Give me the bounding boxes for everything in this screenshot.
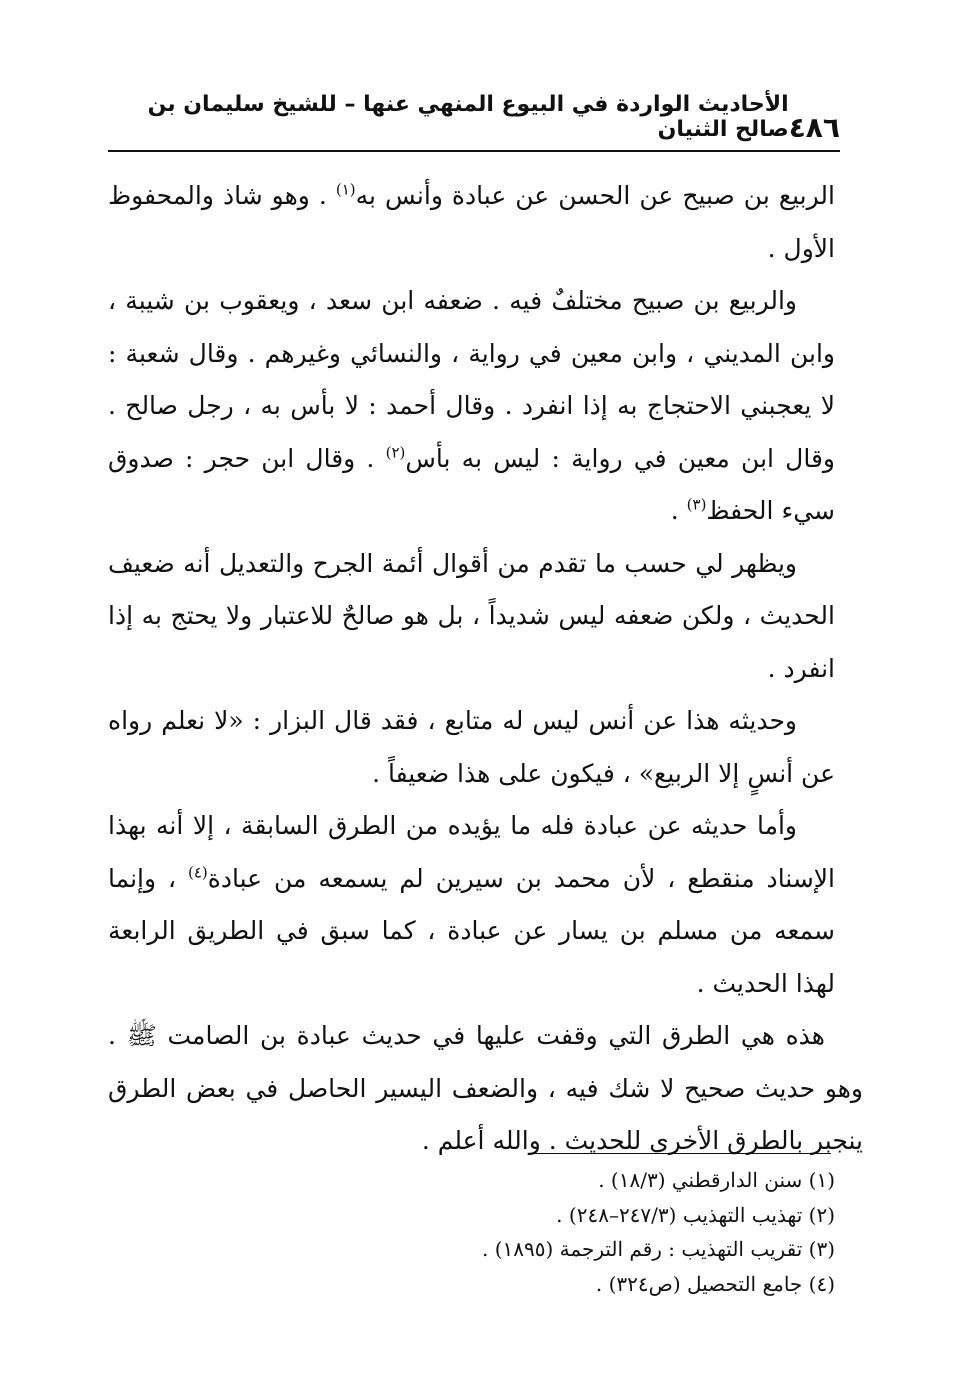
paragraph-5-text-a: وأما حديثه عن عبادة فله ما يؤيده من الطرق السابقة ، إلا أنه بهذا الإسناد منقطع ، لأن محمد بن سيرين لم يسمعه من عبادة bbox=[108, 811, 836, 893]
paragraph-1-text-a: الربيع بن صبيح عن الحسن عن عبادة وأنس به bbox=[355, 181, 835, 210]
footnote-1: (١) سنن الدارقطني (١٨/٣) . bbox=[598, 1168, 835, 1192]
footnote-3: (٣) تقريب التهذيب : رقم الترجمة (١٨٩٥) . bbox=[482, 1237, 835, 1261]
paragraph-1 bbox=[108, 170, 835, 275]
footnote-ref-2: (٢) bbox=[385, 443, 406, 462]
footnote-2: (٢) تهذيب التهذيب (٢٤٧/٣–٢٤٨) . bbox=[556, 1202, 835, 1227]
footnote-separator bbox=[531, 1153, 831, 1154]
paragraph-3: ويظهر لي حسب ما تقدم من أقوال أئمة الجرح والتعديل أنه ضعيف الحديث ، ولكن ضعفه ليس شديداً ، بل هو صالحٌ للاعتبار ولا يحتج به إذا انفرد . bbox=[108, 548, 835, 683]
paragraph-2-text-c: . bbox=[670, 496, 687, 525]
paragraph-2 bbox=[108, 275, 835, 538]
paragraph-2-text-b: . وقال ابن حجر : صدوق سيء الحفظ bbox=[108, 443, 835, 525]
footnote-4: (٤) جامع التحصيل (ص٣٢٤) . bbox=[595, 1271, 835, 1296]
page-header bbox=[108, 92, 840, 152]
footnote-ref-3: (٣) bbox=[686, 495, 707, 514]
paragraph-5 bbox=[108, 800, 835, 1010]
paragraph-4: وحديثه هذا عن أنس ليس له متابع ، فقد قال البزار : «لا نعلم رواه عن أنسٍ إلا الربيع» ، فيكون على هذا ضعيفاً . bbox=[108, 706, 835, 788]
paragraph-2-text-a: والربيع بن صبيح مختلفٌ فيه . ضعفه ابن سعد ، ويعقوب بن شيبة ، وابن المديني ، وابن معين في رواية ، والنسائي وغيرهم . وقال شعبة : لا يعجبني الاحتجاج به إذا انفرد . وقال أحمد : لا بأس به ، رجل صالح . وقال ابن معين في رواية : ليس به بأس bbox=[108, 286, 835, 473]
main-text bbox=[108, 170, 863, 1168]
page-number: ٤٨٦ bbox=[788, 111, 840, 144]
running-title: الأحاديث الواردة في البيوع المنهي عنها – للشيخ سليمان بن صالح الثنيان bbox=[147, 92, 789, 142]
footnote-ref-1: (١) bbox=[335, 180, 356, 199]
paragraph-6: هذه هي الطرق التي وقفت عليها في حديث عبادة بن الصامت ﷺ . وهو حديث صحيح لا شك فيه ، والضعف اليسير الحاصل في بعض الطرق ينجبر بالطرق الأخرى للحديث . والله أعلم . bbox=[108, 1021, 863, 1155]
footnote-ref-4: (٤) bbox=[187, 863, 208, 882]
paragraph-5-text-b: ، وإنما سمعه من مسلم بن يسار عن عبادة ، كما سبق في الطريق الرابعة لهذا الحديث . bbox=[108, 863, 835, 998]
footnotes bbox=[108, 1163, 835, 1301]
paragraph-1-text-b: . وهو شاذ والمحفوظ الأول . bbox=[108, 181, 835, 263]
